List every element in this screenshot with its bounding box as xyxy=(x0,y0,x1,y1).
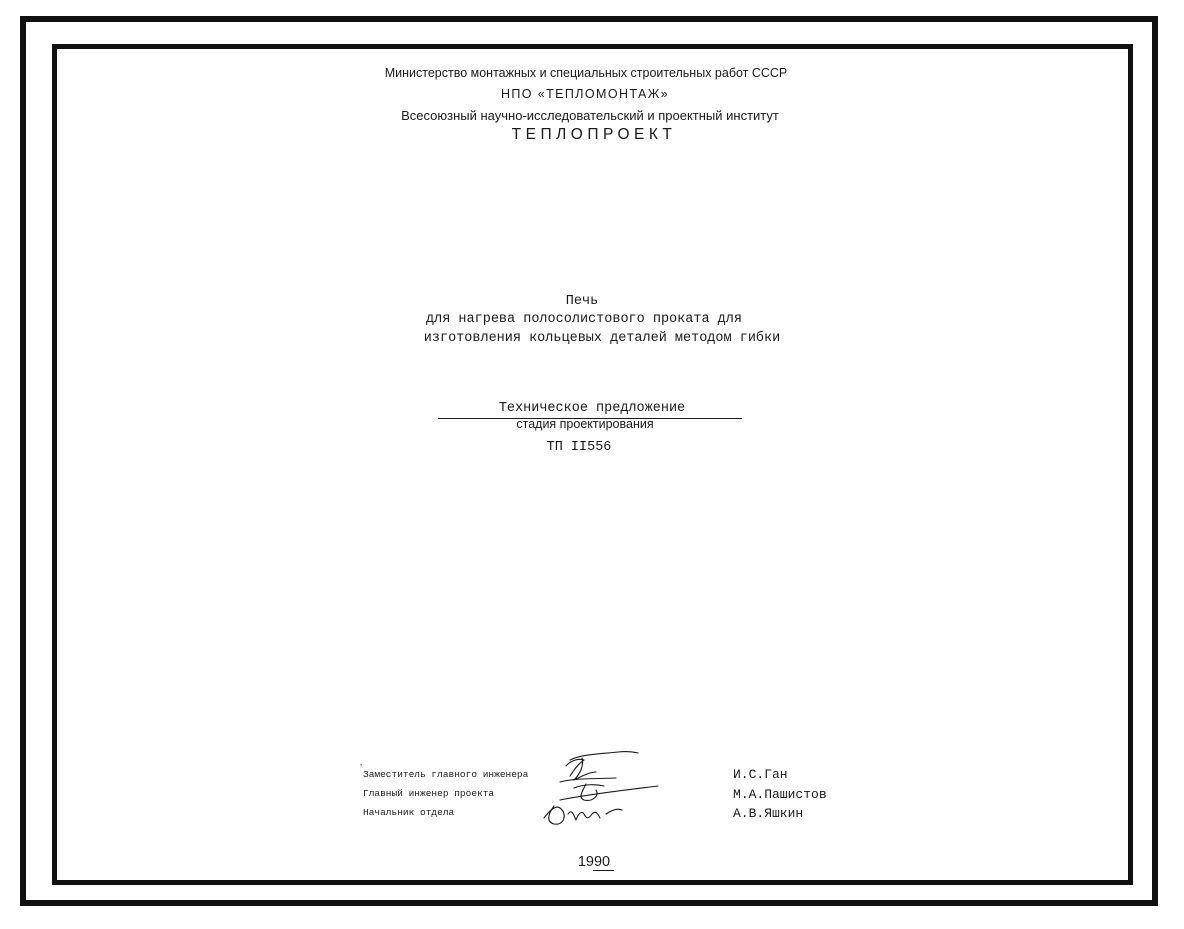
signatory-role: Заместитель главного инженера xyxy=(363,769,529,780)
document-type: Техническое предложение xyxy=(498,401,686,416)
title-line-2: для нагрева полосолистового проката для xyxy=(426,312,742,327)
npo-header: НПО «ТЕПЛОМОНТАЖ» xyxy=(500,87,670,101)
signatory-role: Начальник отдела xyxy=(363,807,455,818)
tick-mark: ‚ xyxy=(360,757,362,767)
signatory-role: Главный инженер проекта xyxy=(363,788,495,799)
signatures xyxy=(530,748,670,833)
year-text: 1990 xyxy=(577,854,611,870)
design-stage: стадия проектирования xyxy=(516,417,654,431)
signature-deputy-chief-engineer xyxy=(560,752,638,782)
document-number: ТП II556 xyxy=(546,440,612,455)
signatory-name: И.С.Ган xyxy=(733,767,788,782)
signature-chief-project-engineer xyxy=(560,784,658,800)
signature-department-head xyxy=(544,806,622,824)
institute-header: Всесоюзный научно-исследовательский и проектный институт xyxy=(401,108,779,123)
signatory-name: М.А.Пашистов xyxy=(733,787,827,802)
year xyxy=(578,854,610,870)
signatory-name: А.В.Яшкин xyxy=(733,806,804,821)
year-underline xyxy=(593,870,614,871)
year-block xyxy=(2,854,1184,870)
title-line-3: изготовления кольцевых деталей методом гибки xyxy=(423,331,781,346)
institute-name: ТЕПЛОПРОЕКТ xyxy=(511,126,677,143)
title-line-1: Печь xyxy=(565,294,599,309)
ministry-header: Министерство монтажных и специальных строительных работ СССР xyxy=(384,66,788,80)
